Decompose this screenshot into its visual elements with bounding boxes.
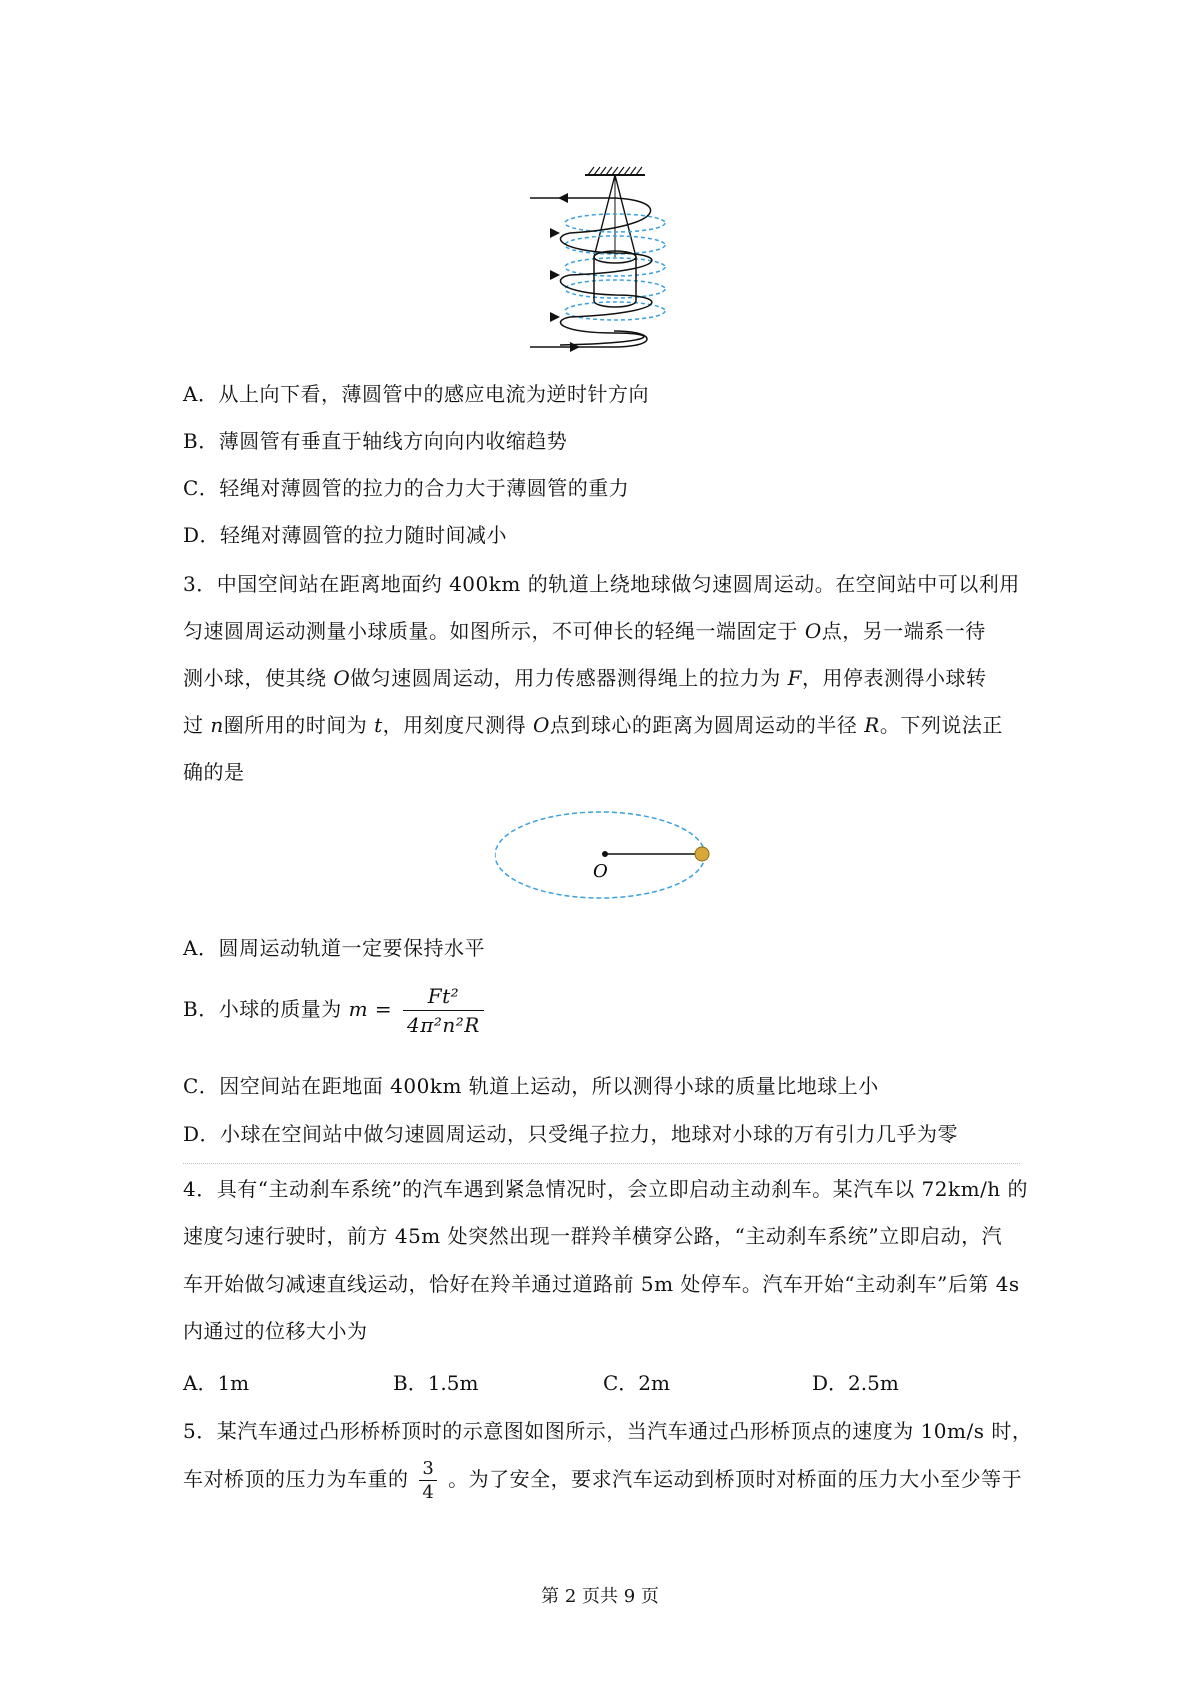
q5-stem-line-2: 车对桥顶的压力为车重的 $\frac{3}{4}$ 。为了安全，要求汽车运动到桥顶时对桥面的压力大小至少等于 [183, 1458, 1023, 1503]
q4-option-b: B．1.5m [393, 1371, 479, 1395]
q4-stem-line-2: 速度匀速行驶时，前方 45m 处突然出现一群羚羊横穿公路，“主动刹车系统”立即启动，汽 [183, 1224, 1003, 1248]
q3-stem-line-5: 确的是 [183, 760, 245, 784]
q4-option-a: A．1m [183, 1371, 250, 1395]
solenoid-figure [530, 165, 700, 355]
page-footer: 第 2 页共 9 页 [541, 1586, 659, 1607]
point-o-label: O [593, 861, 608, 882]
q3-option-c: C．因空间站在距地面 400km 轨道上运动，所以测得小球的质量比地球上小 [183, 1074, 879, 1098]
q2-option-c: C．轻绳对薄圆管的拉力的合力大于薄圆管的重力 [183, 476, 630, 500]
q4-stem-line-3: 车开始做匀减速直线运动，恰好在羚羊通过道路前 5m 处停车。汽车开始“主动刹车”后第 4s [183, 1272, 1020, 1296]
q2-option-b: B．薄圆管有垂直于轴线方向向内收缩趋势 [183, 429, 568, 453]
q4-stem-line-4: 内通过的位移大小为 [183, 1319, 368, 1343]
mass-formula-fraction: $\frac{\text{Ft²}}{\text{4π²n²R}}$ [403, 984, 484, 1037]
q3-stem-line-3: 测小球，使其绕 O做匀速圆周运动，用力传感器测得绳上的拉力为 F，用停表测得小球转 [183, 666, 987, 690]
q4-option-c: C．2m [603, 1371, 670, 1395]
q3-stem-line-2: 匀速圆周运动测量小球质量。如图所示，不可伸长的轻绳一端固定于 O点，另一端系一待 [183, 619, 986, 643]
q5-stem-line-1: 5．某汽车通过凸形桥桥顶时的示意图如图所示，当汽车通过凸形桥顶点的速度为 10m/s 时， [183, 1419, 1033, 1443]
q2-option-d: D．轻绳对薄圆管的拉力随时间减小 [183, 523, 508, 547]
dotted-separator [183, 1163, 1020, 1164]
q3-option-b: B．小球的质量为 m = $\frac{\text{Ft²}}{\text{4π²n²R}}$ [183, 984, 488, 1037]
circular-motion-figure [495, 805, 725, 905]
q4-stem-line-1: 4．具有“主动刹车系统”的汽车遇到紧急情况时，会立即启动主动刹车。某汽车以 72km/h 的 [183, 1177, 1029, 1201]
three-quarters-fraction: $\frac{3}{4}$ [419, 1458, 437, 1503]
q3-option-d: D．小球在空间站中做匀速圆周运动，只受绳子拉力，地球对小球的万有引力几乎为零 [183, 1122, 959, 1146]
q3-option-a: A．圆周运动轨道一定要保持水平 [183, 936, 485, 960]
q2-option-a: A．从上向下看，薄圆管中的感应电流为逆时针方向 [183, 382, 649, 406]
q3-stem-line-4: 过 n圈所用的时间为 t，用刻度尺测得 O点到球心的距离为圆周运动的半径 R。下列说法正 [183, 713, 1003, 737]
q4-option-d: D．2.5m [812, 1371, 899, 1395]
q3-stem-line-1: 3．中国空间站在距离地面约 400km 的轨道上绕地球做匀速圆周运动。在空间站中可以利用 [183, 572, 1020, 596]
